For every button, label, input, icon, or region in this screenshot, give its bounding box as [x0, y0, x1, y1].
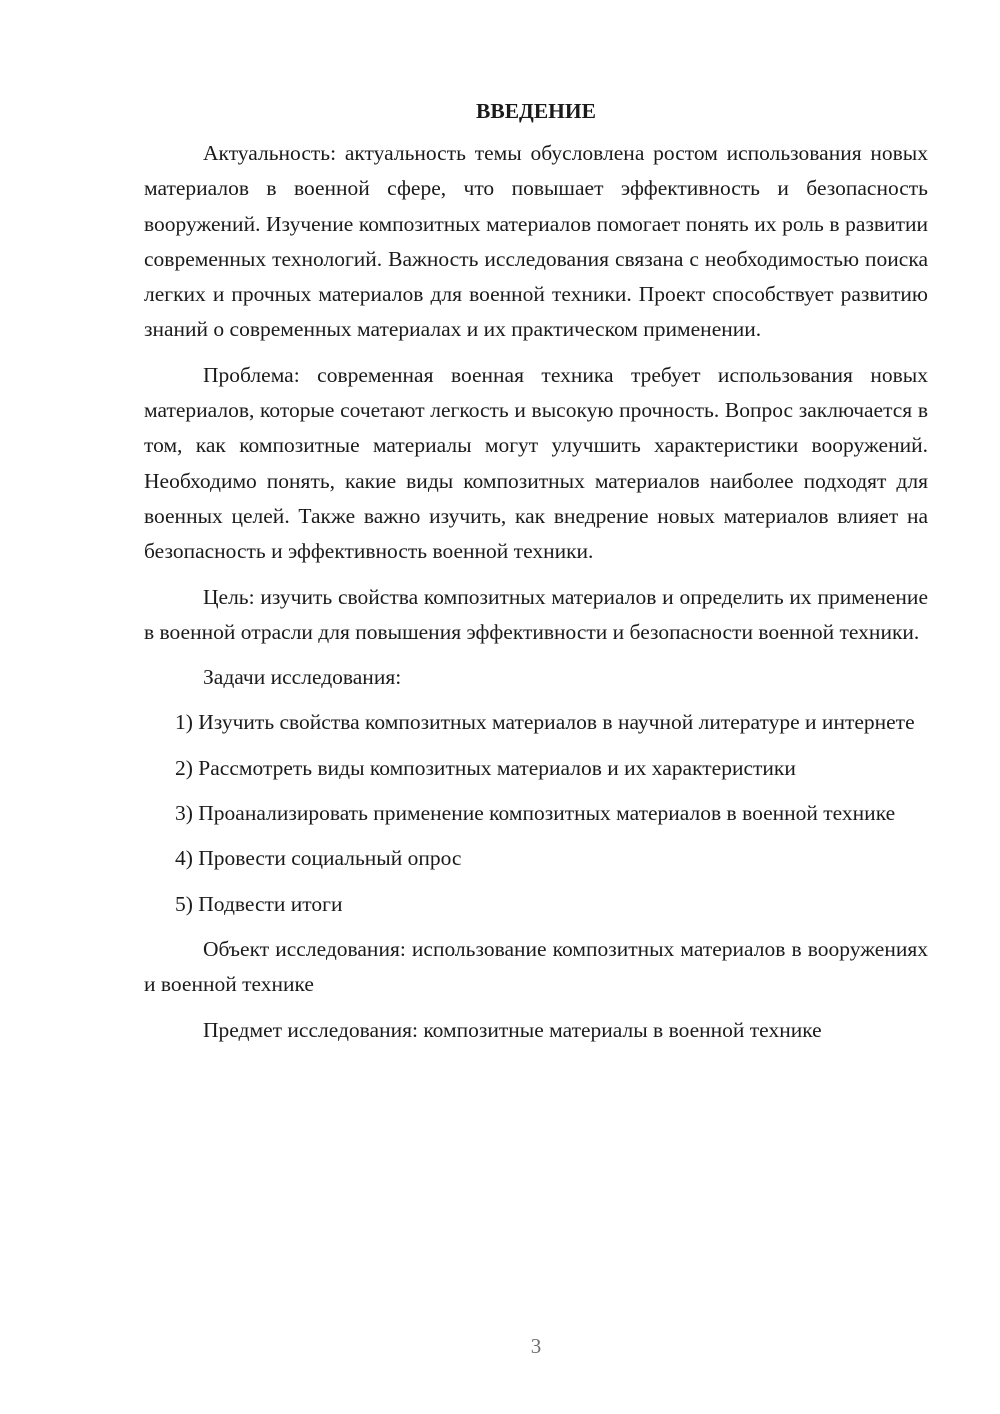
object-paragraph: Объект исследования: использование композитных материалов в вооружениях и военной технике — [144, 936, 928, 997]
section-heading: ВВЕДЕНИЕ — [476, 99, 596, 123]
task-item-4: 4) Провести социальный опрос — [175, 846, 462, 871]
task-item-1: 1) Изучить свойства композитных материалов в научной литературе и интернете — [175, 710, 915, 735]
relevance-paragraph: Актуальность: актуальность темы обусловлена ростом использования новых материалов в военной сфере, что повышает эффективность и безопасность вооружений. Изучение композитных материалов помогает понять их роль в развитии современных технологий. Важность исследования связана с необходимостью поиска легких и прочных материалов для военной техники. Проект способствует развитию знаний о современных материалах и их практическом применении. — [144, 141, 928, 342]
task-item-3: 3) Проанализировать применение композитных материалов в военной технике — [175, 801, 896, 826]
task-item-5: 5) Подвести итоги — [175, 891, 343, 916]
page-content — [144, 96, 928, 1058]
tasks-title: Задачи исследования: — [203, 665, 402, 690]
task-item-2: 2) Рассмотреть виды композитных материалов и их характеристики — [175, 755, 796, 780]
page-number: 3 — [530, 1334, 542, 1358]
goal-paragraph: Цель: изучить свойства композитных материалов и определить их применение в военной отрасли для повышения эффективности и безопасности военной техники. — [144, 584, 928, 644]
subject-paragraph: Предмет исследования: композитные материалы в военной технике — [203, 1017, 822, 1042]
problem-paragraph: Проблема: современная военная техника требует использования новых материалов, которые сочетают легкость и высокую прочность. Вопрос заключается в том, как композитные материалы могут улучшить характеристики вооружений. Необходимо понять, какие виды композитных материалов наиболее подходят для военных целей. Также важно изучить, как внедрение новых материалов влияет на безопасность и эффективность военной техники. — [144, 362, 928, 564]
